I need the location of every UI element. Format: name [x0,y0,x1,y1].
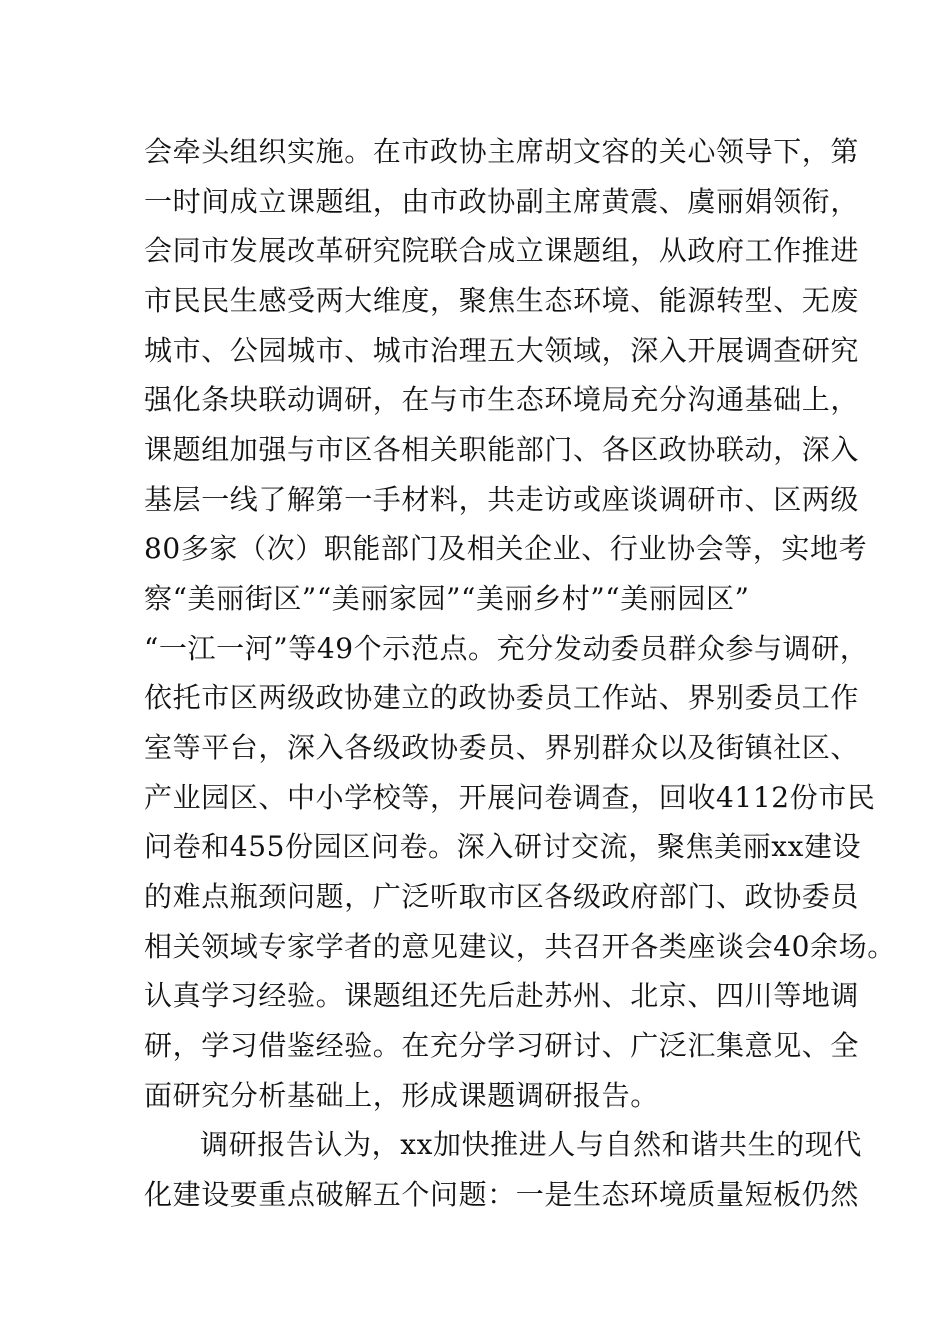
text-line-18: 认真学习经验。课题组还先后赴苏州、北京、四川等地调 [144,979,860,1012]
text-line-7: 课题组加强与市区各相关职能部门、各区政协联动，深入 [144,433,860,466]
text-line-3: 会同市发展改革研究院联合成立课题组，从政府工作推进 [144,234,860,267]
text-line-16: 的难点瓶颈问题，广泛听取市区各级政府部门、政协委员 [144,880,860,913]
text-line-22: 化建设要重点破解五个问题：一是生态环境质量短板仍然 [144,1178,860,1211]
text-line-15: 问卷和455份园区问卷。深入研讨交流，聚焦美丽xx建设 [144,830,862,863]
text-line-10: 察“美丽街区”“美丽家园”“美丽乡村”“美丽园区” [144,582,750,615]
text-line-20: 面研究分析基础上，形成课题调研报告。 [144,1079,659,1112]
text-line-11: “一江一河”等49个示范点。充分发动委员群众参与调研， [144,632,869,665]
text-line-19: 研，学习借鉴经验。在充分学习研讨、广泛汇集意见、全 [144,1029,860,1062]
text-line-12: 依托市区两级政协建立的政协委员工作站、界别委员工作 [144,681,860,714]
text-line-4: 市民民生感受两大维度，聚焦生态环境、能源转型、无废 [144,284,860,317]
text-line-17: 相关领域专家学者的意见建议，共召开各类座谈会40余场。 [144,930,896,963]
text-line-8: 基层一线了解第一手材料，共走访或座谈调研市、区两级 [144,483,860,516]
text-line-1: 会牵头组织实施。在市政协主席胡文容的关心领导下，第 [144,135,860,168]
text-line-5: 城市、公园城市、城市治理五大领域，深入开展调查研究 [144,334,860,367]
text-line-2: 一时间成立课题组，由市政协副主席黄震、虞丽娟领衔， [144,185,860,218]
text-line-14: 产业园区、中小学校等，开展问卷调查，回收4112份市民 [144,781,876,814]
text-line-13: 室等平台，深入各级政协委员、界别群众以及街镇社区、 [144,731,860,764]
text-line-6: 强化条块联动调研，在与市生态环境局充分沟通基础上， [144,383,860,416]
text-line-9: 80多家（次）职能部门及相关企业、行业协会等，实地考 [144,532,868,565]
paragraph-start-line: 调研报告认为，xx加快推进人与自然和谐共生的现代 [200,1128,862,1161]
